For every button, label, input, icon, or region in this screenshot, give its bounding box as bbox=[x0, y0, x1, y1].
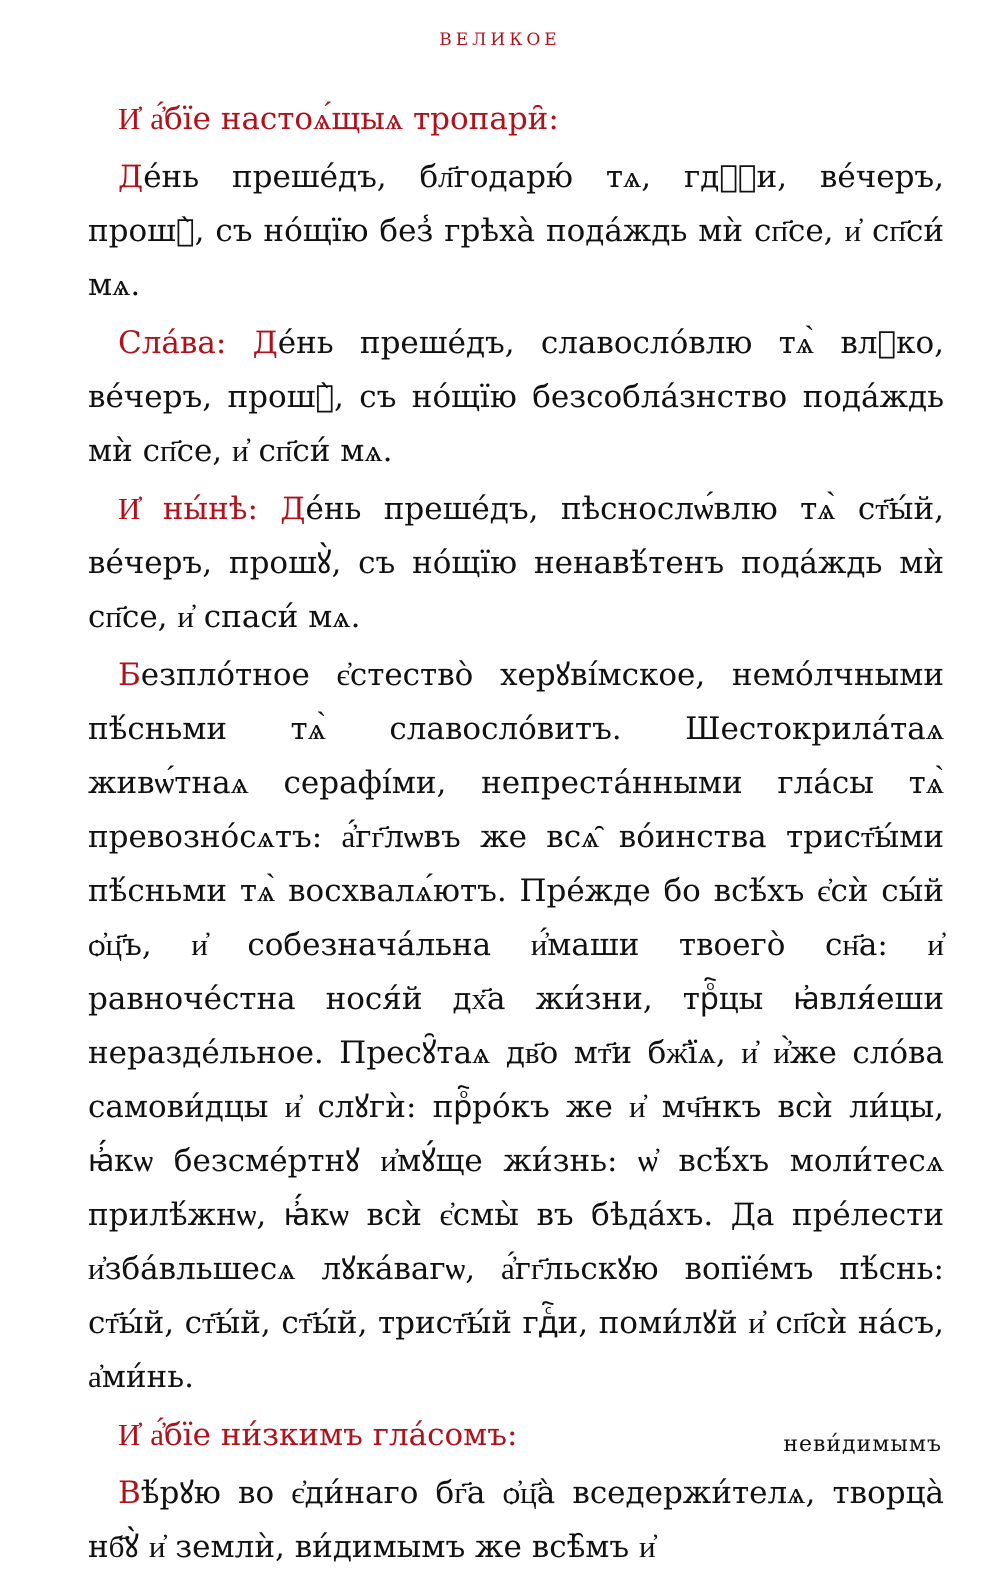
paragraph bbox=[88, 1466, 944, 1574]
initial-letter: Д bbox=[280, 491, 306, 527]
initial-letter: Д bbox=[118, 159, 144, 195]
paragraph bbox=[88, 482, 944, 644]
rubric: И҆ а҆́бїе ни́зкимъ гла́сомъ: bbox=[118, 1417, 518, 1453]
paragraph-text: е́нь преше́дъ, славосло́влю тѧ̀ влⷣко, ве́черъ, прошꙋ̀, съ но́щїю безсобла́знство пода́ждь мѝ сп҃се, и҆ сп҃си́ мѧ. bbox=[88, 325, 944, 469]
catchword: неви́димымъ bbox=[783, 1432, 942, 1457]
initial-letter: В bbox=[118, 1475, 141, 1511]
rubric-heading bbox=[88, 92, 944, 146]
rubric: И҆ а҆́бїе настоѧ́щыѧ тропари̑: bbox=[118, 101, 559, 137]
paragraph bbox=[88, 150, 944, 312]
paragraph-text: ѣ́рꙋю во є҆ди́наго бг҃а ѻ҆ц҃а̀ вседержи́телѧ, творца̀ нб҃ꙋ̀ и҆ землѝ, ви́димымъ же всѣ̑мъ и҆ bbox=[88, 1475, 944, 1565]
running-head: ВЕЛИКОЕ bbox=[439, 30, 561, 50]
rubric: И҆ ны́нѣ: bbox=[118, 491, 258, 527]
paragraph-text: езпло́тное є҆стество̀ херꙋві́мское, немо́лчными пѣ́сньми тѧ̀ славосло́витъ. Шестокрила́таѧ живѡ́тнаѧ серафі́ми, непреста́нными гла́сы тѧ̀ превозно́сѧтъ: а҆́гг҃лѡвъ же всѧ̑ во́инства трист҃ы́ми пѣ́сньми тѧ̀ восхвалѧ́ютъ. Пре́жде бо всѣ́хъ є҆сѝ сы́й ѻ҆ц҃ъ, и҆ собезнача́льна и҆́маши твоего̀ сн҃а: и҆ равноче́стна нося́й дх҃а жи́зни, трⷪ҇цы ꙗ҆вля́еши неразде́льное. Пресꙋ̑таѧ дв҃о мт҃и бж҃їѧ, и҆ и҆̀же сло́ва самови́дцы и҆ слꙋгѝ: прⷪ҇ро́къ же и҆ мч҃нкъ всѝ ли́цы, ꙗ҆́кѡ безсме́ртнꙋ и҆мꙋ́ще жи́знь: ѡ҆ всѣ́хъ моли́тесѧ прилѣ́жнѡ, ꙗ҆́кѡ всѝ є҆смы̀ въ бѣда́хъ. Да пре́лести и҆зба́вльшесѧ лꙋка́вагѡ, а҆́гг҃льскꙋю вопїе́мъ пѣ́снь: ст҃ы́й, ст҃ы́й, ст҃ы́й, трист҃ы́й гдⷭ҇и, поми́лꙋй и҆ сп҃сѝ на́съ, а҆ми́нь. bbox=[88, 657, 944, 1395]
initial-letter: Д bbox=[252, 325, 278, 361]
text-block bbox=[88, 92, 944, 1574]
paragraph-text: е́нь преше́дъ, пѣснослѡ́влю тѧ̀ ст҃ы́й, ве́черъ, прошꙋ̀, съ но́щїю ненавѣ́тенъ пода́ждь мѝ сп҃се, и҆ спаси́ мѧ. bbox=[88, 491, 944, 635]
paragraph-text: е́нь преше́дъ, бл҃годарю́ тѧ, гдⷭ҇и, ве́черъ, прошꙋ̀, съ но́щїю без̾ грѣха̀ пода́ждь мѝ сп҃се, и҆ сп҃си́ мѧ. bbox=[88, 159, 944, 303]
initial-letter: Б bbox=[118, 657, 141, 693]
rubric: Сла́ва: bbox=[118, 325, 227, 361]
paragraph bbox=[88, 316, 944, 478]
paragraph bbox=[88, 648, 944, 1404]
